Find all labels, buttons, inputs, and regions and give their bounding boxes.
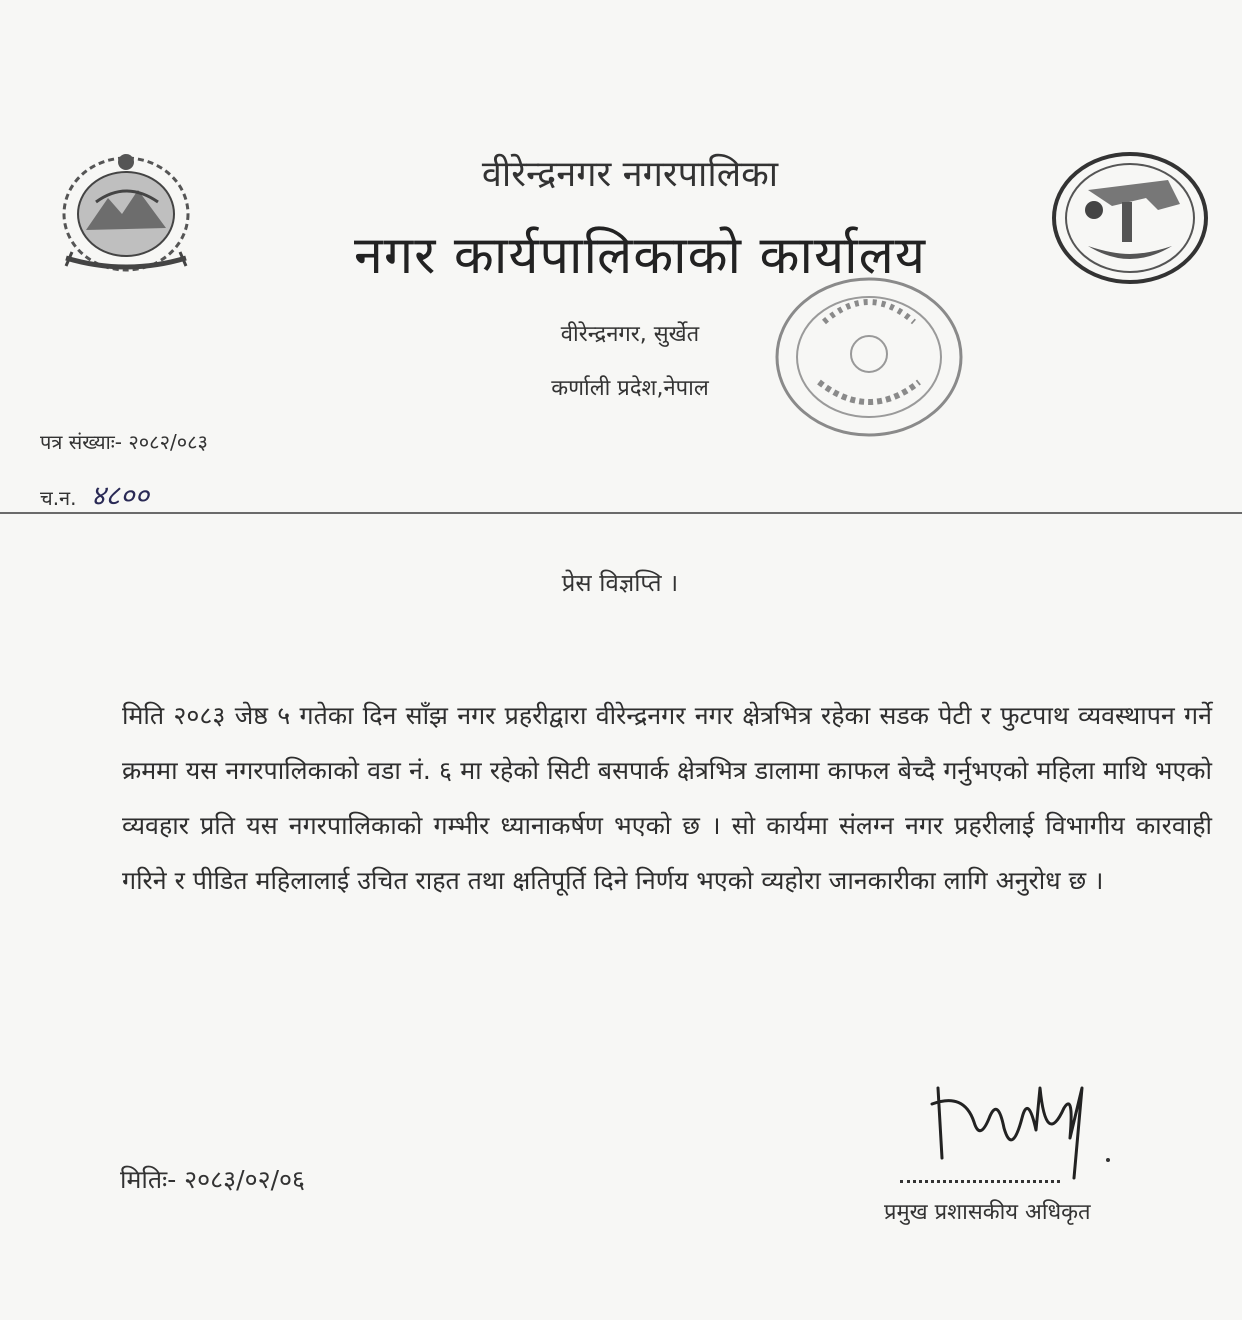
- office-seal-icon: [764, 262, 974, 447]
- header-divider: [0, 512, 1242, 514]
- letter-number: पत्र संख्याः- २०८२/०८३: [40, 430, 208, 454]
- municipality-logo-icon: [1048, 150, 1212, 286]
- signature-icon: [924, 1068, 1114, 1186]
- signatory-designation: प्रमुख प्रशासकीय अधिकृत: [884, 1200, 1091, 1225]
- municipality-name: वीरेन्द्रनगर नगरपालिका: [481, 154, 779, 195]
- document-title: प्रेस विज्ञप्ति ।: [561, 569, 679, 597]
- dispatch-value: ४८००: [90, 479, 150, 512]
- address-province: कर्णाली प्रदेश,नेपाल: [551, 376, 709, 401]
- dispatch-label: च.न.: [40, 486, 77, 510]
- signature-line: [900, 1180, 1060, 1187]
- dispatch-number: [40, 476, 149, 514]
- address-city: वीरेन्द्रनगर, सुर्खेत: [560, 322, 700, 347]
- office-name: नगर कार्यपालिकाको कार्यालय: [353, 226, 926, 286]
- press-release-body: मिति २०८३ जेष्ठ ५ गतेका दिन साँझ नगर प्रहरीद्वारा वीरेन्द्रनगर नगर क्षेत्रभित्र रहेका सडक पेटी र फुटपाथ व्यवस्थापन गर्ने क्रममा यस नगरपालिकाको वडा नं. ६ मा रहेको सिटी बसपार्क क्षेत्रभित्र डालामा काफल बेच्दै गर्नुभएको महिला माथि भएको व्यवहार प्रति यस नगरपालिकाको गम्भीर ध्यानाकर्षण भएको छ । सो कार्यमा संलग्न नगर प्रहरीलाई विभागीय कारवाही गरिने र पीडित महिलालाई उचित राहत तथा क्षतिपूर्ति दिने निर्णय भएको व्यहोरा जानकारीका लागि अनुरोध छ ।: [122, 701, 1212, 895]
- issue-date: मितिः- २०८३/०२/०६: [120, 1165, 306, 1194]
- nepal-emblem-icon: [46, 140, 206, 280]
